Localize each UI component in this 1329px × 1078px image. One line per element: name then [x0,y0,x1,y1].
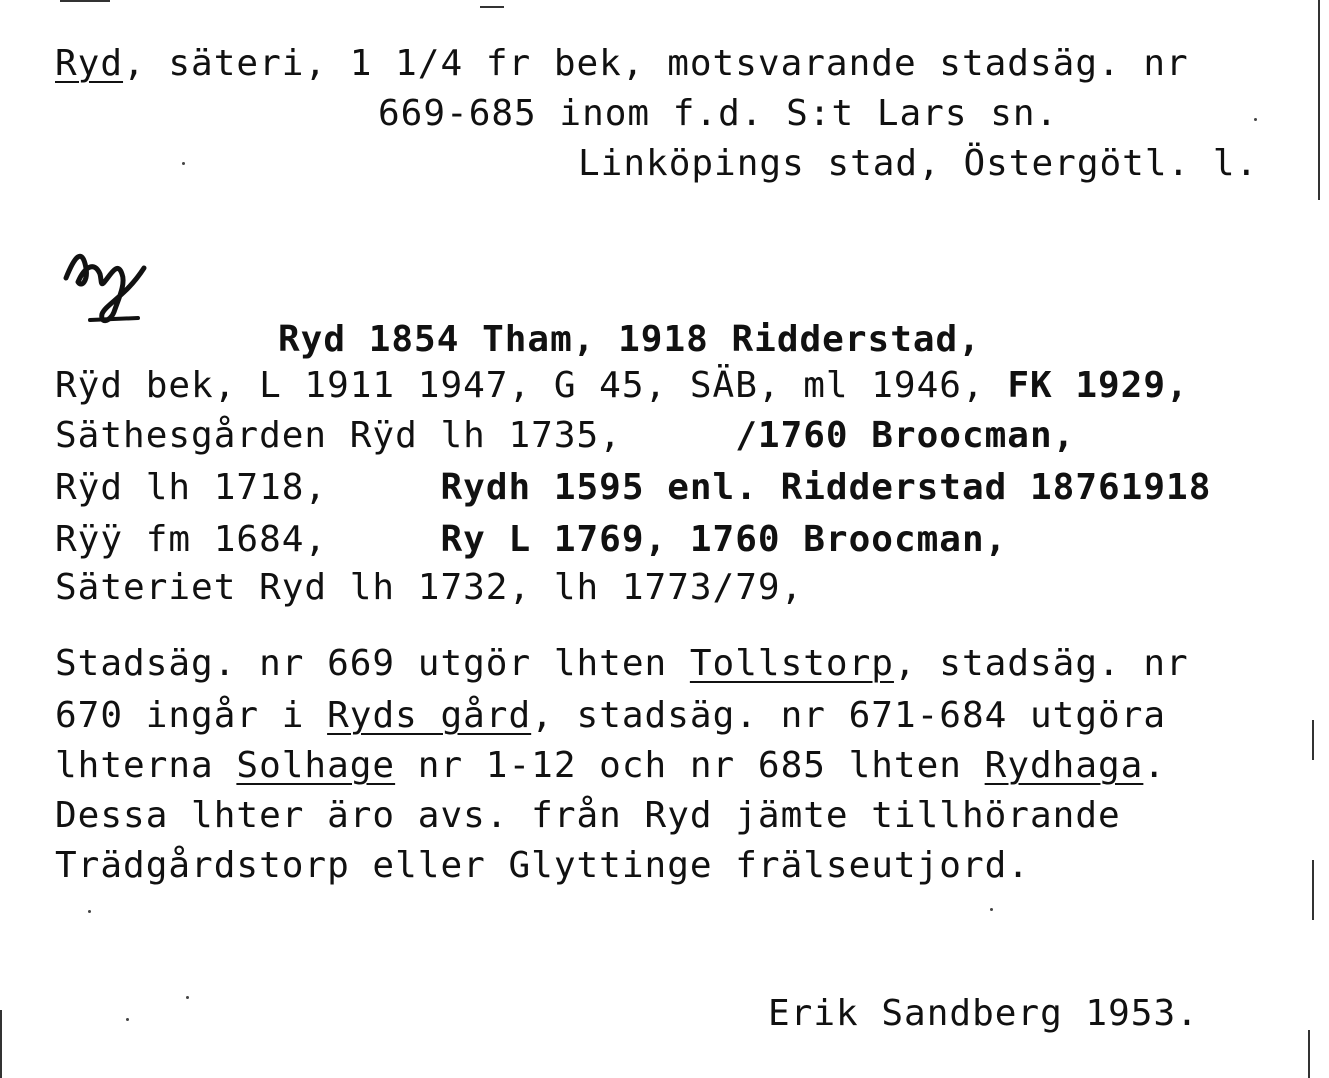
speck-3 [126,1018,129,1021]
header-line-1-rest: , säteri, 1 1/4 fr bek, motsvarande stadsäg. nr [123,43,1189,84]
speck-4 [186,996,189,999]
note-3-b: nr 1-12 och nr 685 lhten [395,745,985,786]
scan-edge-left [0,1010,2,1078]
speck-2 [88,910,91,913]
form-line-4-a: Rÿd lh 1718, [55,467,441,508]
form-line-4 [55,468,1211,508]
form-line-3-a: Säthesgården Rÿd lh 1735, [55,415,736,456]
note-2-a: 670 ingår i [55,695,328,736]
scan-edge-mark-1 [1312,720,1314,760]
signature: Erik Sandberg 1953. [768,993,1199,1034]
form-line-3-b: /1760 Broocman, [735,415,1076,456]
form-line-4-b: Rydh 1595 enl. Ridderstad 18761918 [440,467,1212,508]
place-tollstorp: Tollstorp [689,643,894,684]
place-solhage: Solhage [236,745,396,786]
note-line-1 [55,644,1189,684]
form-line-2-a: Rÿd bek, L 1911 1947, G 45, SÄB, ml 1946, [55,365,1008,406]
form-line-5-b: Ry L 1769, 1760 Broocman, [440,519,1008,560]
scan-edge-mark-2 [1312,860,1314,920]
speck-1 [182,162,185,165]
scan-top-mark-1 [480,6,504,8]
scan-edge-top [1318,0,1320,200]
form-line-2-b: FK 1929, [1007,365,1189,406]
header-line-3: Linköpings stad, Östergötl. l. [578,143,1259,184]
form-line-6: Säteriet Ryd lh 1732, lh 1773/79, [55,567,804,608]
note-line-5: Trädgårdstorp eller Glyttinge frälseutjord. [55,845,1030,886]
note-3-a: lhterna [55,745,237,786]
note-line-4: Dessa lhter äro avs. från Ryd jämte tillhörande [55,795,1121,836]
place-ryds-gard: Ryds gård [327,695,532,736]
header-line-1 [55,44,1189,84]
handwritten-mark [60,238,170,338]
place-name: Ryd [55,43,124,84]
note-3-c: . [1143,745,1167,786]
form-line-5-a: Rÿÿ fm 1684, [55,519,441,560]
form-line-2 [55,366,1189,406]
form-line-1: Ryd 1854 Tham, 1918 Ridderstad, [278,319,981,360]
scan-edge-mark-3 [1308,1030,1310,1078]
speck-5 [990,908,993,911]
place-rydhaga: Rydhaga [984,745,1144,786]
note-line-3 [55,746,1166,786]
note-1-a: Stadsäg. nr 669 utgör lhten [55,643,690,684]
note-line-2 [55,696,1166,736]
form-line-5 [55,520,1007,560]
speck-6 [1254,118,1257,121]
header-line-2: 669-685 inom f.d. S:t Lars sn. [378,93,1059,134]
note-1-b: , stadsäg. nr [893,643,1189,684]
scan-top-mark-2 [60,0,110,2]
note-2-b: , stadsäg. nr 671-684 utgöra [531,695,1167,736]
form-line-3 [55,416,1075,456]
